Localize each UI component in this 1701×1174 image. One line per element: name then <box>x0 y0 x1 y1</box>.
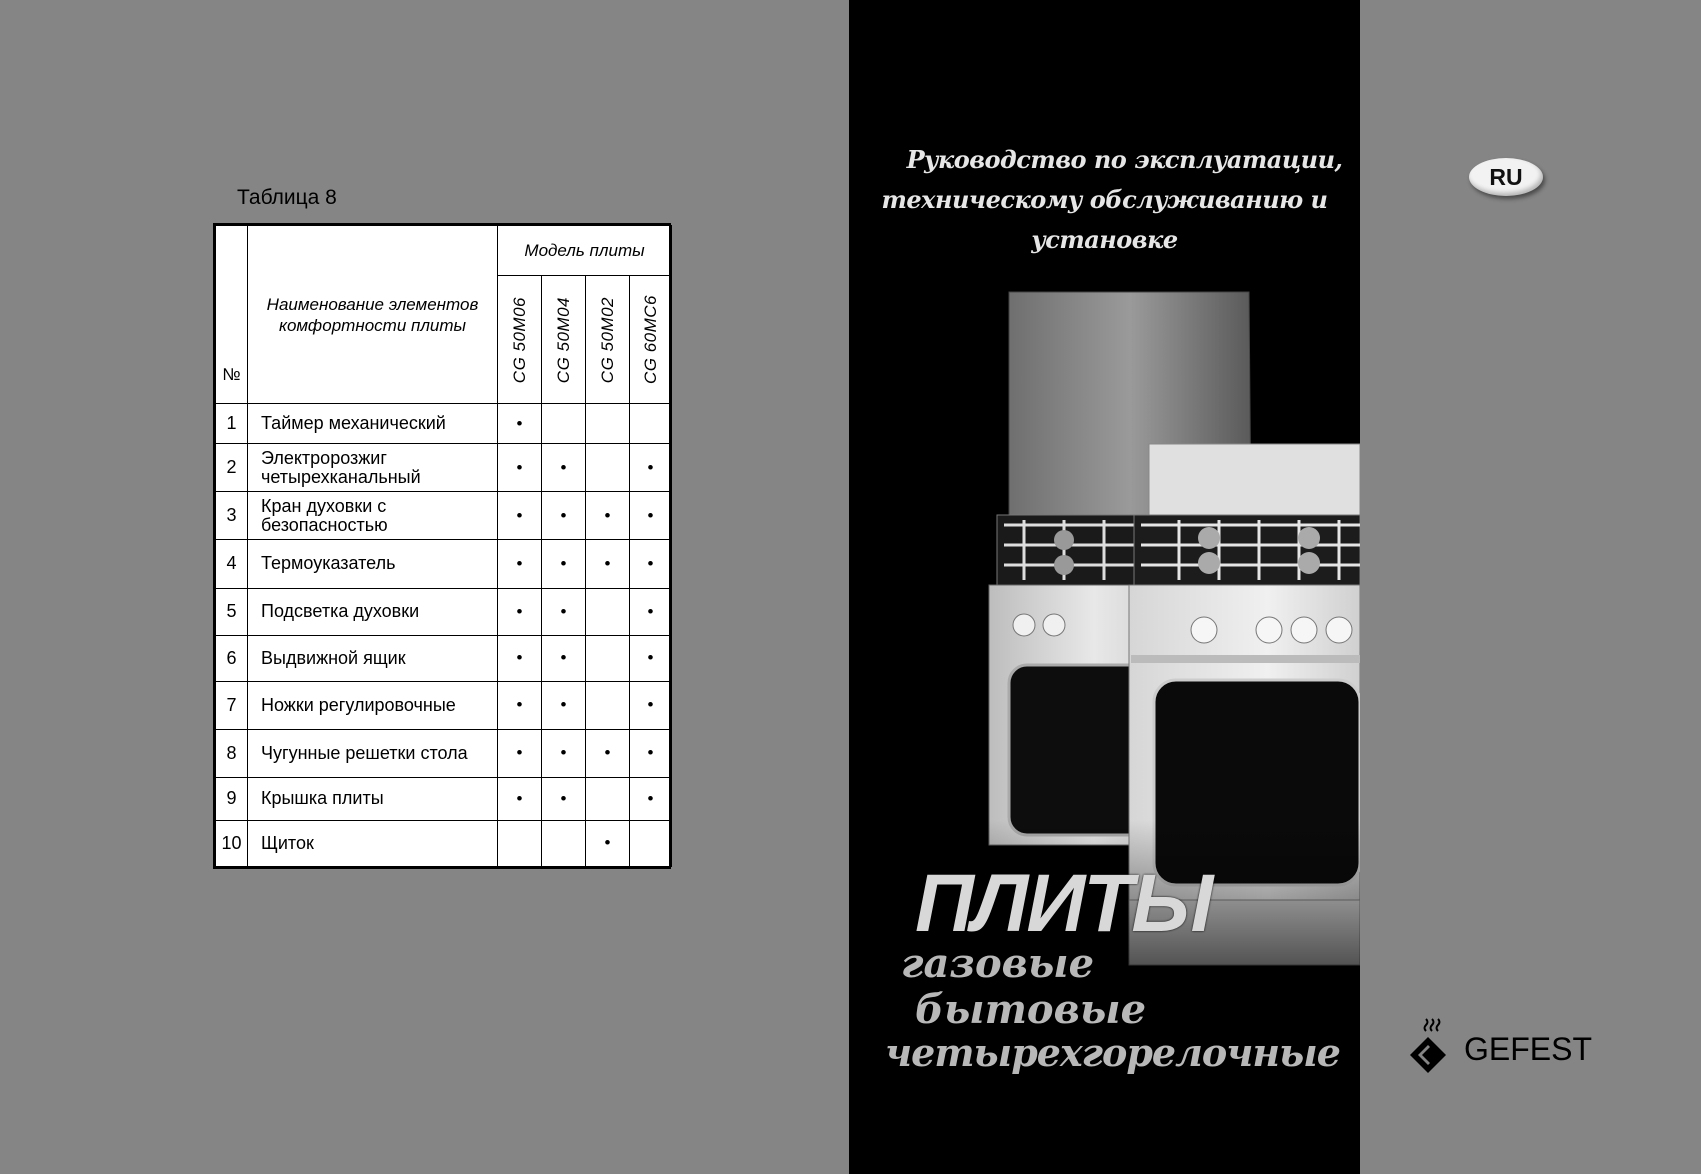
table-row: 9 Крышка плиты • • • <box>216 777 672 820</box>
cover-panel <box>849 0 1360 1174</box>
table-row: 8 Чугунные решетки стола • • • • <box>216 729 672 777</box>
cover-subtitle-gas: газовые <box>901 940 1095 987</box>
table-row: 4 Термоуказатель • • • • <box>216 540 672 588</box>
cover-subtitle-household: бытовые <box>915 986 1147 1033</box>
brand-logo <box>1404 1015 1604 1075</box>
flame-logo-icon <box>1404 1015 1460 1075</box>
brand-name: GEFEST <box>1464 1031 1593 1067</box>
cover-title-line1: Руководство по эксплуатации, <box>906 145 1343 174</box>
cover-subtitle-four-burner: четырехгорелочные <box>885 1030 1340 1075</box>
table-caption: Таблица 8 <box>237 186 337 209</box>
table-row: 10 Щиток • <box>216 820 672 866</box>
table-row: 7 Ножки регулировочные • • • <box>216 681 672 729</box>
table-row: 6 Выдвижной ящик • • • <box>216 635 672 681</box>
table-row: 5 Подсветка духовки • • • <box>216 588 672 635</box>
table-row: 3 Кран духовки с безопасностью • • • • <box>216 492 672 540</box>
header-model-cg50m02: CG 50M02 <box>586 276 630 404</box>
header-number: № <box>216 226 248 404</box>
language-badge: RU <box>1469 158 1543 196</box>
table-row: 1 Таймер механический • <box>216 404 672 444</box>
header-model-cg50m04: CG 50M04 <box>542 276 586 404</box>
header-model-group: Модель плиты <box>498 226 672 276</box>
cover-headline: ПЛИТЫ <box>915 858 1212 949</box>
comfort-features-table <box>213 223 671 869</box>
cover-title-line2: техническому обслуживанию и установке <box>881 185 1328 254</box>
header-model-cg60mc6: CG 60MC6 <box>630 276 672 404</box>
header-element-name: Наименование элементов комфортности плиты <box>248 226 498 404</box>
table-row: 2 Электророзжиг четырехканальный • • • <box>216 444 672 492</box>
header-model-cg50m06: CG 50M06 <box>498 276 542 404</box>
